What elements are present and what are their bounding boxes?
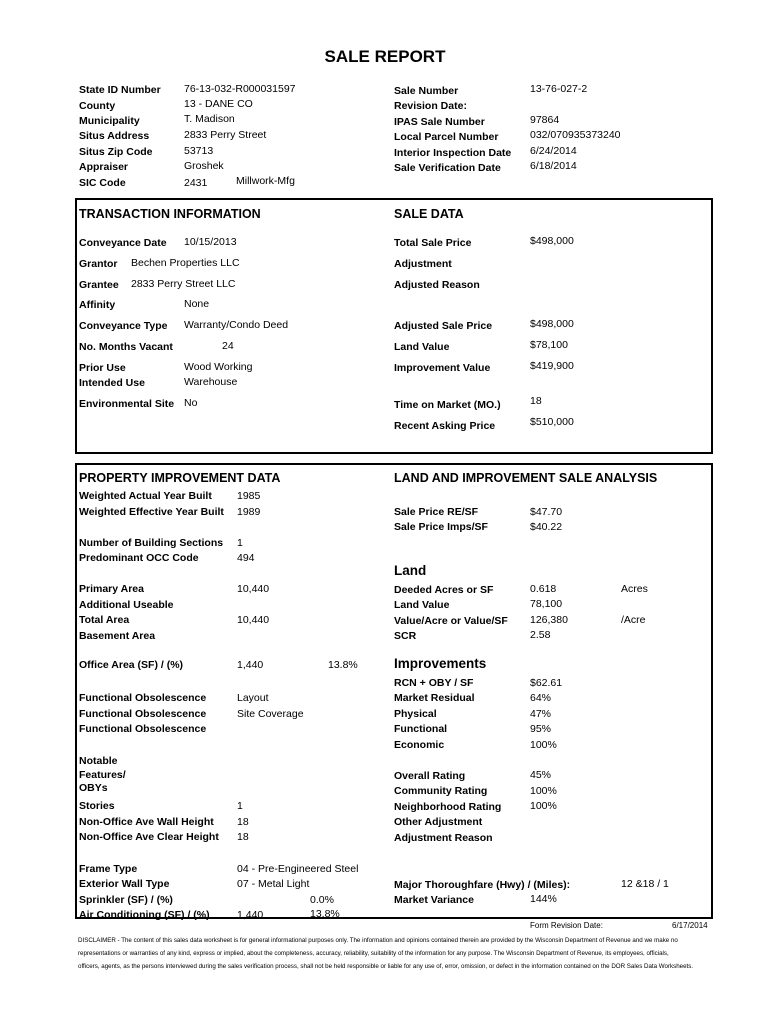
land-value-value: $78,100 (530, 339, 568, 351)
land-value-label: Land Value (394, 341, 450, 353)
primary-area-label: Primary Area (79, 583, 144, 595)
improvement-value-label: Improvement Value (394, 362, 491, 374)
sprinkler-pct: 0.0% (310, 894, 334, 906)
ipas-label: IPAS Sale Number (394, 116, 485, 128)
func-obs-2-value: Site Coverage (237, 708, 304, 720)
air-conditioning-label: Air Conditioning (SF) / (%) (79, 909, 210, 921)
grantee-value: 2833 Perry Street LLC (131, 278, 236, 290)
thoroughfare-label: Major Thoroughfare (Hwy) / (Miles): (394, 879, 571, 891)
other-adjustment-label: Other Adjustment (394, 816, 483, 828)
sale-number-label: Sale Number (394, 85, 459, 97)
situs-zip-label: Situs Zip Code (79, 146, 153, 158)
air-conditioning-value: 1,440 (237, 909, 264, 921)
value-per-acre-value: 126,380 (530, 614, 568, 626)
economic-label: Economic (394, 739, 445, 751)
notable-label-3: OBYs (79, 782, 108, 794)
total-area-value: 10,440 (237, 614, 270, 626)
exterior-wall-label: Exterior Wall Type (79, 878, 170, 890)
sale-number-value: 13-76-027-2 (530, 83, 588, 95)
wall-height-value: 18 (237, 816, 249, 828)
notable-label-1: Notable (79, 755, 118, 767)
wall-height-label: Non-Office Ave Wall Height (79, 816, 214, 828)
market-residual-label: Market Residual (394, 692, 475, 704)
sic-code-label: SIC Code (79, 177, 126, 189)
sprinkler-label: Sprinkler (SF) / (%) (79, 894, 173, 906)
air-conditioning-pct: 13.8% (310, 908, 340, 920)
func-obs-2-label: Functional Obsolescence (79, 708, 207, 720)
deeded-acres-label: Deeded Acres or SF (394, 584, 494, 596)
physical-label: Physical (394, 708, 437, 720)
deeded-acres-value: 0.618 (530, 583, 557, 595)
grantee-label: Grantee (79, 279, 119, 291)
analysis-heading: LAND AND IMPROVEMENT SALE ANALYSIS (394, 471, 658, 485)
sic-code-value: 2431 (184, 177, 208, 189)
adjusted-sale-price-label: Adjusted Sale Price (394, 320, 493, 332)
clear-height-label: Non-Office Ave Clear Height (79, 831, 219, 843)
analysis-land-value-value: 78,100 (530, 598, 563, 610)
market-variance-label: Market Variance (394, 894, 474, 906)
property-heading: PROPERTY IMPROVEMENT DATA (79, 471, 281, 485)
office-area-value: 1,440 (237, 659, 264, 671)
rcn-oby-sf-value: $62.61 (530, 677, 563, 689)
affinity-value: None (184, 298, 210, 310)
community-rating-value: 100% (530, 785, 557, 797)
basement-area-label: Basement Area (79, 630, 156, 642)
thoroughfare-value: 12 &18 / 1 (621, 878, 669, 890)
scr-label: SCR (394, 630, 417, 642)
total-sale-price-label: Total Sale Price (394, 237, 472, 249)
environmental-site-value: No (184, 397, 198, 409)
value-per-acre-unit: /Acre (621, 614, 646, 626)
improvements-subheading: Improvements (394, 656, 487, 671)
func-obs-1-label: Functional Obsolescence (79, 692, 207, 704)
appraiser-label: Appraiser (79, 161, 129, 173)
frame-type-label: Frame Type (79, 863, 138, 875)
notable-label-2: Features/ (79, 769, 126, 781)
adjusted-sale-price-value: $498,000 (530, 318, 574, 330)
interior-inspection-value: 6/24/2014 (530, 145, 577, 157)
disclaimer-line-2: representations or warranties of any kind, express or implied, about the completeness, accuracy, reliability, suitability of the information for any purpose. The Wisconsin Department of Revenue, its employees, officials, (78, 950, 669, 957)
grantor-label: Grantor (79, 258, 118, 270)
total-sale-price-value: $498,000 (530, 235, 574, 247)
adjustment-label: Adjustment (394, 258, 452, 270)
physical-value: 47% (530, 708, 552, 720)
prior-use-value: Wood Working (184, 361, 253, 373)
occ-code-label: Predominant OCC Code (79, 552, 199, 564)
local-parcel-label: Local Parcel Number (394, 131, 499, 143)
environmental-site-label: Environmental Site (79, 398, 175, 410)
frame-type-value: 04 - Pre-Engineered Steel (237, 863, 359, 875)
year-built-label: Weighted Actual Year Built (79, 490, 212, 502)
disclaimer-line-3: officers, agents, as the persons interviewed during the sales verification process, shall not be held responsible or liable for any use of, error, omission, or defect in the information contained on the DOR Sales Data Worksheets. (78, 963, 694, 970)
functional-value: 95% (530, 723, 552, 735)
page-title: SALE REPORT (324, 47, 446, 66)
sale-price-re-sf-value: $47.70 (530, 506, 563, 518)
sale-price-imps-sf-label: Sale Price Imps/SF (394, 521, 488, 533)
exterior-wall-value: 07 - Metal Light (237, 878, 310, 890)
sale-price-imps-sf-value: $40.22 (530, 521, 563, 533)
conveyance-date-label: Conveyance Date (79, 237, 167, 249)
func-obs-1-value: Layout (237, 692, 269, 704)
building-sections-label: Number of Building Sections (79, 537, 224, 549)
conveyance-type-value: Warranty/Condo Deed (184, 319, 289, 331)
grantor-value: Bechen Properties LLC (131, 257, 240, 269)
office-area-pct: 13.8% (328, 659, 358, 671)
market-variance-value: 144% (530, 893, 557, 905)
occ-code-value: 494 (237, 552, 255, 564)
state-id-label: State ID Number (79, 84, 161, 96)
overall-rating-label: Overall Rating (394, 770, 466, 782)
land-subheading: Land (394, 563, 427, 578)
economic-value: 100% (530, 739, 557, 751)
interior-inspection-label: Interior Inspection Date (394, 147, 512, 159)
scr-value: 2.58 (530, 629, 551, 641)
situs-address-label: Situs Address (79, 130, 150, 142)
office-area-label: Office Area (SF) / (%) (79, 659, 184, 671)
prior-use-label: Prior Use (79, 362, 126, 374)
sale-data-heading: SALE DATA (394, 207, 464, 221)
value-per-acre-label: Value/Acre or Value/SF (394, 615, 508, 627)
stories-value: 1 (237, 800, 243, 812)
rcn-oby-sf-label: RCN + OBY / SF (394, 677, 474, 689)
conveyance-date-value: 10/15/2013 (184, 236, 237, 248)
transaction-heading: TRANSACTION INFORMATION (79, 207, 261, 221)
situs-zip-value: 53713 (184, 145, 214, 157)
stories-label: Stories (79, 800, 115, 812)
disclaimer-line-1: DISCLAIMER - The content of this sales data worksheet is for general informational purposes only. The information and opinions contained therein are provided by the Wisconsin Department of Revenue and we make no (78, 937, 678, 944)
analysis-land-value-label: Land Value (394, 599, 450, 611)
revision-date-label: Revision Date: (394, 100, 467, 112)
time-on-market-value: 18 (530, 395, 542, 407)
local-parcel-value: 032/070935373240 (530, 129, 621, 141)
total-area-label: Total Area (79, 614, 130, 626)
county-label: County (79, 100, 116, 112)
sale-verification-label: Sale Verification Date (394, 162, 501, 174)
affinity-label: Affinity (79, 299, 116, 311)
months-vacant-value: 24 (222, 340, 234, 352)
ipas-value: 97864 (530, 114, 560, 126)
municipality-label: Municipality (79, 115, 140, 127)
building-sections-value: 1 (237, 537, 243, 549)
sic-description: Millwork-Mfg (236, 175, 295, 187)
sale-price-re-sf-label: Sale Price RE/SF (394, 506, 479, 518)
neighborhood-rating-value: 100% (530, 800, 557, 812)
form-revision-label: Form Revision Date: (530, 921, 603, 930)
primary-area-value: 10,440 (237, 583, 270, 595)
adjustment-reason-label: Adjustment Reason (394, 832, 493, 844)
municipality-value: T. Madison (184, 113, 235, 125)
state-id-value: 76-13-032-R000031597 (184, 83, 296, 95)
situs-address-value: 2833 Perry Street (184, 129, 267, 141)
year-built-value: 1985 (237, 490, 261, 502)
effective-year-label: Weighted Effective Year Built (79, 506, 224, 518)
county-value: 13 - DANE CO (184, 98, 253, 110)
market-residual-value: 64% (530, 692, 552, 704)
months-vacant-label: No. Months Vacant (79, 341, 173, 353)
form-revision-date: 6/17/2014 (672, 921, 708, 930)
additional-useable-label: Additional Useable (79, 599, 174, 611)
appraiser-value: Groshek (184, 160, 224, 172)
intended-use-value: Warehouse (184, 376, 238, 388)
neighborhood-rating-label: Neighborhood Rating (394, 801, 502, 813)
community-rating-label: Community Rating (394, 785, 488, 797)
disclaimer (78, 934, 718, 973)
sale-verification-value: 6/18/2014 (530, 160, 577, 172)
effective-year-value: 1989 (237, 506, 261, 518)
intended-use-label: Intended Use (79, 377, 145, 389)
adjusted-reason-label: Adjusted Reason (394, 279, 480, 291)
deeded-acres-unit: Acres (621, 583, 648, 595)
clear-height-value: 18 (237, 831, 249, 843)
improvement-value-value: $419,900 (530, 360, 574, 372)
recent-asking-price-value: $510,000 (530, 416, 574, 428)
recent-asking-price-label: Recent Asking Price (394, 420, 496, 432)
overall-rating-value: 45% (530, 769, 552, 781)
func-obs-3-label: Functional Obsolescence (79, 723, 207, 735)
functional-label: Functional (394, 723, 448, 735)
time-on-market-label: Time on Market (MO.) (394, 399, 501, 411)
conveyance-type-label: Conveyance Type (79, 320, 168, 332)
